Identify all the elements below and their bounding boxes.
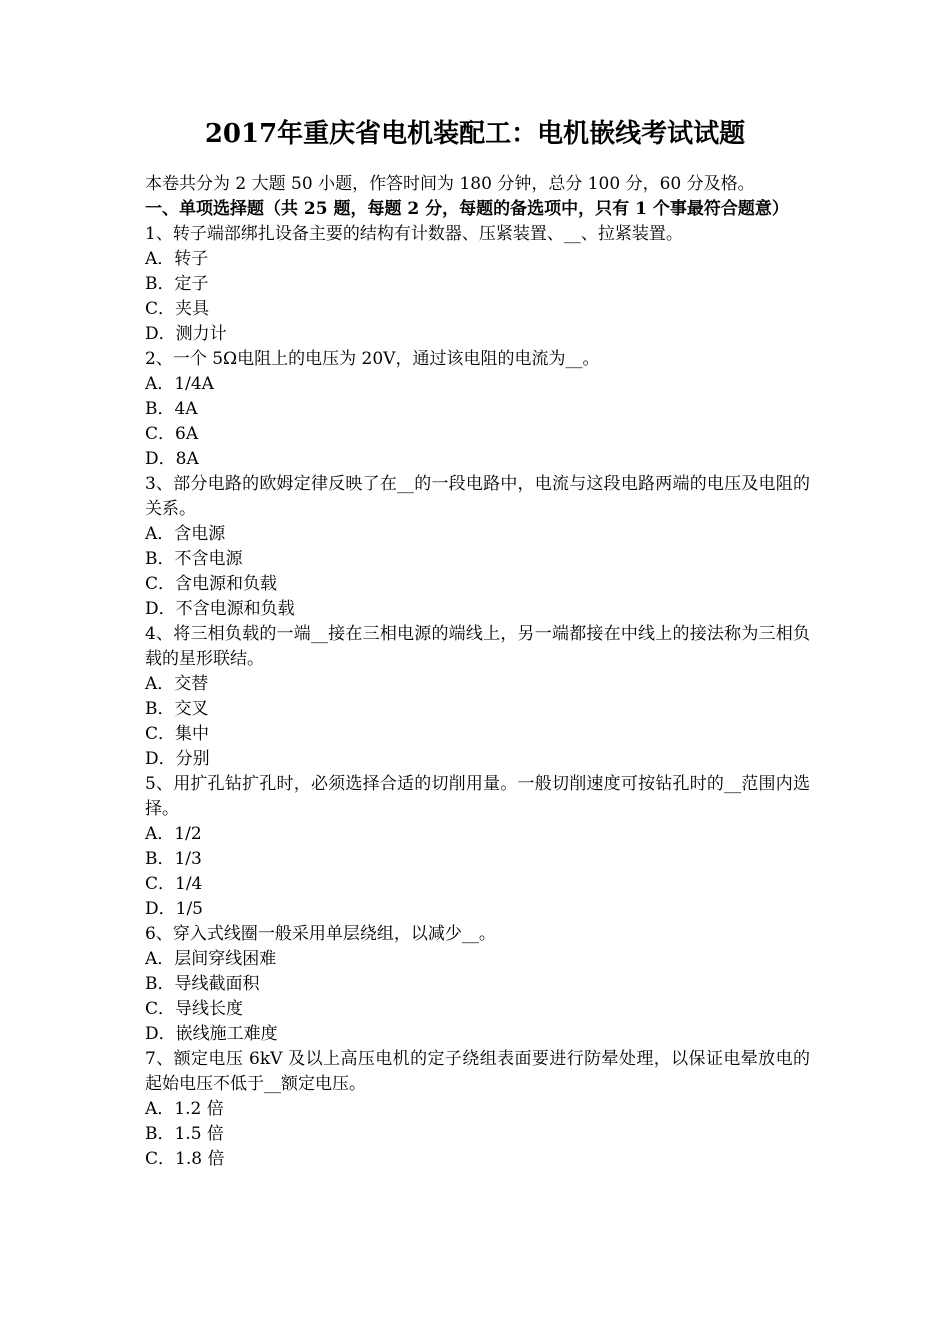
option-list [145,672,810,772]
question-text: 5、用扩孔钻扩孔时，必须选择合适的切削用量。一般切削速度可按钻孔时的__范围内选择。 [145,774,810,819]
question-text: 2、一个 5Ω电阻上的电压为 20V，通过该电阻的电流为__。 [145,349,600,369]
exam-intro: 本卷共分为 2 大题 50 小题，作答时间为 180 分钟，总分 100 分，60 分及格。 [145,174,755,194]
question-list [145,222,810,1172]
question-text: 3、部分电路的欧姆定律反映了在__的一段电路中，电流与这段电路两端的电压及电阻的关系。 [145,474,810,519]
option-list [145,1097,810,1172]
option-list [145,947,810,1047]
question-text: 1、转子端部绑扎设备主要的结构有计数器、压紧装置、__、拉紧装置。 [145,224,683,244]
section-heading: 一、单项选择题（共 25 题，每题 2 分，每题的备选项中，只有 1 个事最符合题意） [145,199,789,219]
option-a: A．层间穿线困难 [145,949,277,969]
option-list [145,822,810,922]
option-a: A．交替 [145,674,209,694]
option-c: C．含电源和负载 [145,574,278,594]
option-c: C．集中 [145,724,210,744]
option-list [145,247,810,347]
option-b: B．1/3 [145,849,202,869]
option-c: C．1.8 倍 [145,1149,225,1169]
option-c: C．导线长度 [145,999,244,1019]
document-title: 2017年重庆省电机装配工：电机嵌线考试试题 [204,119,746,149]
question-text: 4、将三相负载的一端__接在三相电源的端线上，另一端都接在中线上的接法称为三相负载的星形联结。 [145,624,810,669]
question-item [145,347,810,472]
option-a: A．1/4A [145,374,214,394]
option-d: D．测力计 [145,324,227,344]
question-text: 6、穿入式线圈一般采用单层绕组，以减少__。 [145,924,496,944]
option-a: A．转子 [145,249,209,269]
question-item [145,222,810,347]
option-b: B．4A [145,399,198,419]
option-c: C．1/4 [145,874,203,894]
question-item [145,472,810,622]
question-item [145,1047,810,1172]
option-a: A．含电源 [145,524,226,544]
question-item [145,622,810,772]
option-list [145,372,810,472]
option-c: C．夹具 [145,299,210,319]
option-list [145,522,810,622]
option-d: D．分别 [145,749,210,769]
question-item [145,922,810,1047]
question-item [145,772,810,922]
option-b: B．导线截面积 [145,974,260,994]
option-b: B．定子 [145,274,209,294]
option-d: D．8A [145,449,199,469]
option-b: B．交叉 [145,699,209,719]
option-d: D．1/5 [145,899,203,919]
option-b: B．不含电源 [145,549,243,569]
document-body [145,172,810,1172]
option-a: A．1.2 倍 [145,1099,224,1119]
option-d: D．嵌线施工难度 [145,1024,278,1044]
option-b: B．1.5 倍 [145,1124,224,1144]
option-d: D．不含电源和负载 [145,599,295,619]
option-c: C．6A [145,424,199,444]
option-a: A．1/2 [145,824,202,844]
question-text: 7、额定电压 6kV 及以上高压电机的定子绕组表面要进行防晕处理，以保证电晕放电的起始电压不低于__额定电压。 [145,1049,810,1094]
